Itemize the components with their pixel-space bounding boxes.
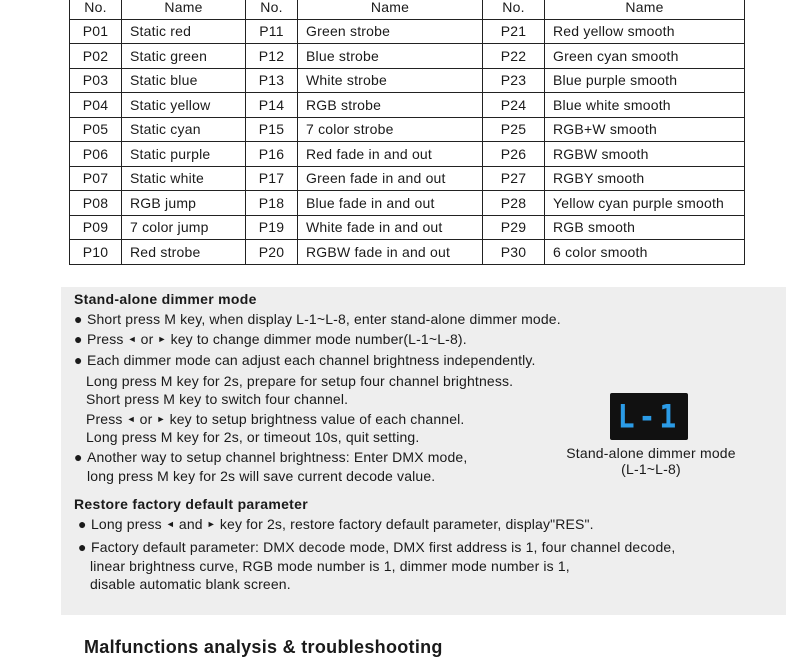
bullet-icon: ●: [74, 311, 83, 327]
program-name-cell: White fade in and out: [298, 215, 483, 240]
program-name-cell: 6 color smooth: [545, 240, 745, 265]
program-number-cell: P17: [246, 166, 298, 191]
info-panel: [61, 287, 786, 615]
bullet-icon: ●: [74, 449, 83, 465]
program-name-cell: RGBW smooth: [545, 142, 745, 167]
program-name-cell: RGB+W smooth: [545, 117, 745, 142]
program-number-cell: P18: [246, 191, 298, 216]
program-number-cell: P26: [483, 142, 545, 167]
program-name-cell: Static blue: [122, 68, 246, 93]
program-name-cell: Yellow cyan purple smooth: [545, 191, 745, 216]
program-number-cell: P16: [246, 142, 298, 167]
restore-bullet-2-line-3: disable automatic blank screen.: [90, 576, 291, 592]
program-number-cell: P07: [70, 166, 122, 191]
table-header-row: [70, 0, 745, 19]
program-name-cell: Blue purple smooth: [545, 68, 745, 93]
table-row: [70, 44, 745, 69]
program-number-cell: P20: [246, 240, 298, 265]
table-row: [70, 19, 745, 44]
table-row: [70, 117, 745, 142]
program-name-cell: White strobe: [298, 68, 483, 93]
program-name-cell: RGBY smooth: [545, 166, 745, 191]
program-name-cell: Red fade in and out: [298, 142, 483, 167]
program-number-cell: P22: [483, 44, 545, 69]
program-number-cell: P27: [483, 166, 545, 191]
right-triangle-icon: ►: [206, 519, 216, 529]
header-name: Name: [298, 0, 483, 19]
program-name-cell: Static green: [122, 44, 246, 69]
dimmer-step-3: Press ◄ or ► key to setup brightness value of each channel.: [86, 411, 465, 427]
program-name-cell: RGB strobe: [298, 93, 483, 118]
program-name-cell: 7 color jump: [122, 215, 246, 240]
dimmer-heading: Stand-alone dimmer mode: [74, 291, 257, 307]
program-number-cell: P04: [70, 93, 122, 118]
program-name-cell: 7 color strobe: [298, 117, 483, 142]
program-number-cell: P05: [70, 117, 122, 142]
program-name-cell: Static white: [122, 166, 246, 191]
program-name-cell: Static purple: [122, 142, 246, 167]
left-triangle-icon: ◄: [165, 519, 175, 529]
left-triangle-icon: ◄: [127, 334, 137, 344]
dimmer-bullet-3: ● Each dimmer mode can adjust each channel brightness independently.: [74, 352, 536, 368]
table-row: [70, 240, 745, 265]
program-table: [69, 0, 745, 265]
header-no: No.: [70, 0, 122, 19]
display-caption-line-1: Stand-alone dimmer mode: [566, 445, 736, 461]
dimmer-bullet-1: ● Short press M key, when display L-1~L-8, enter stand-alone dimmer mode.: [74, 311, 561, 327]
bullet-icon: ●: [78, 516, 87, 532]
program-name-cell: Green cyan smooth: [545, 44, 745, 69]
program-name-cell: Static cyan: [122, 117, 246, 142]
left-triangle-icon: ◄: [126, 414, 136, 424]
dimmer-bullet-4: ● Another way to setup channel brightness: Enter DMX mode,: [74, 449, 468, 465]
dimmer-bullet-2: ● Press ◄ or ► key to change dimmer mode number(L-1~L-8).: [74, 331, 467, 347]
program-number-cell: P09: [70, 215, 122, 240]
program-name-cell: RGBW fade in and out: [298, 240, 483, 265]
program-number-cell: P06: [70, 142, 122, 167]
led-display: [610, 393, 688, 440]
restore-bullet-2: ● Factory default parameter: DMX decode mode, DMX first address is 1, four channel decode,: [78, 539, 676, 555]
display-caption-line-2: (L-1~L-8): [621, 461, 681, 477]
section-heading: Malfunctions analysis & troubleshooting: [84, 637, 443, 657]
table-row: [70, 93, 745, 118]
program-number-cell: P30: [483, 240, 545, 265]
program-number-cell: P21: [483, 19, 545, 44]
program-number-cell: P29: [483, 215, 545, 240]
restore-bullet-2-line-2: linear brightness curve, RGB mode number is 1, dimmer mode number is 1,: [90, 558, 570, 574]
restore-heading: Restore factory default parameter: [74, 496, 308, 512]
dimmer-step-4: Long press M key for 2s, or timeout 10s, quit setting.: [86, 429, 420, 445]
program-name-cell: RGB smooth: [545, 215, 745, 240]
bullet-icon: ●: [78, 539, 87, 555]
display-caption: [541, 445, 761, 477]
program-name-cell: Blue white smooth: [545, 93, 745, 118]
program-number-cell: P14: [246, 93, 298, 118]
table-row: [70, 215, 745, 240]
table-row: [70, 166, 745, 191]
program-name-cell: Green fade in and out: [298, 166, 483, 191]
table-row: [70, 191, 745, 216]
program-number-cell: P02: [70, 44, 122, 69]
program-number-cell: P15: [246, 117, 298, 142]
bullet-icon: ●: [74, 352, 83, 368]
program-name-cell: Static red: [122, 19, 246, 44]
program-number-cell: P03: [70, 68, 122, 93]
program-name-cell: RGB jump: [122, 191, 246, 216]
table-row: [70, 142, 745, 167]
led-display-text: L-1: [617, 397, 681, 436]
table-row: [70, 68, 745, 93]
dimmer-step-2: Short press M key to switch four channel.: [86, 391, 349, 407]
right-triangle-icon: ►: [157, 334, 167, 344]
bullet-icon: ●: [74, 331, 83, 347]
program-name-cell: Blue fade in and out: [298, 191, 483, 216]
program-number-cell: P19: [246, 215, 298, 240]
program-number-cell: P01: [70, 19, 122, 44]
program-number-cell: P08: [70, 191, 122, 216]
program-name-cell: Blue strobe: [298, 44, 483, 69]
header-name: Name: [545, 0, 745, 19]
right-triangle-icon: ►: [156, 414, 166, 424]
dimmer-bullet-4-cont: long press M key for 2s will save current decode value.: [87, 468, 436, 484]
header-name: Name: [122, 0, 246, 19]
program-number-cell: P13: [246, 68, 298, 93]
header-no: No.: [483, 0, 545, 19]
program-number-cell: P23: [483, 68, 545, 93]
program-number-cell: P28: [483, 191, 545, 216]
program-name-cell: Red strobe: [122, 240, 246, 265]
program-number-cell: P10: [70, 240, 122, 265]
program-name-cell: Green strobe: [298, 19, 483, 44]
program-number-cell: P12: [246, 44, 298, 69]
program-number-cell: P25: [483, 117, 545, 142]
program-name-cell: Static yellow: [122, 93, 246, 118]
program-number-cell: P24: [483, 93, 545, 118]
restore-bullet-1: ● Long press ◄ and ► key for 2s, restore factory default parameter, display"RES".: [78, 516, 594, 532]
program-name-cell: Red yellow smooth: [545, 19, 745, 44]
program-number-cell: P11: [246, 19, 298, 44]
dimmer-step-1: Long press M key for 2s, prepare for setup four channel brightness.: [86, 373, 514, 389]
header-no: No.: [246, 0, 298, 19]
